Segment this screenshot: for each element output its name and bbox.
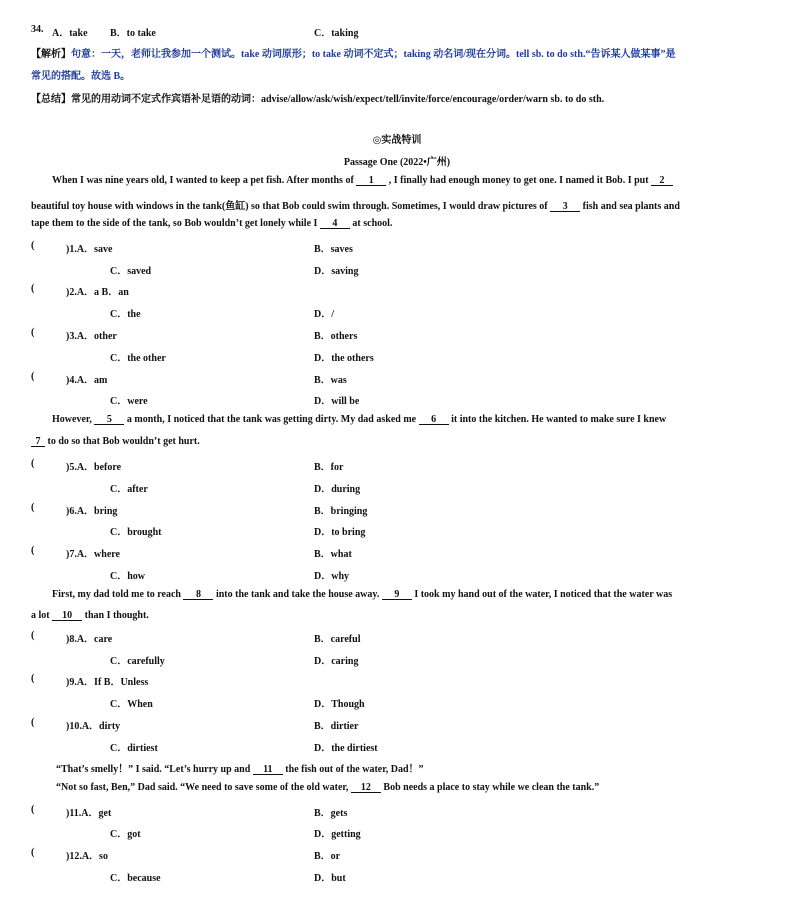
question-11-row-1 <box>0 804 794 818</box>
blank-7: 7 <box>31 437 45 447</box>
option-b: B．dirtier <box>314 721 359 732</box>
option-d: D．the others <box>314 353 374 364</box>
para3-text: into the tank and take the house away. <box>215 589 380 600</box>
analysis-line-2: 常见的搭配。故选 B。 <box>31 71 131 82</box>
answer-paren: ( <box>31 673 35 684</box>
option-c: C．When <box>110 699 153 710</box>
answer-paren: ( <box>31 545 35 556</box>
option-c: C．after <box>110 484 148 495</box>
summary-tag: 【总结】 <box>31 94 71 105</box>
para1-text: beautiful toy house with windows in the tank(鱼缸) so that Bob could swim through. Sometimes, I would draw pictures of <box>31 201 548 212</box>
answer-paren: ( <box>31 458 35 469</box>
answer-paren: ( <box>31 327 35 338</box>
para3-text: First, my dad told me to reach <box>52 589 181 600</box>
option-c: C．were <box>110 396 148 407</box>
option-a: )11.A．get <box>66 808 112 819</box>
para3-line-1 <box>52 589 672 600</box>
question-3-row-1 <box>0 327 794 341</box>
para1-text: When I was nine years old, I wanted to keep a pet fish. After months of <box>52 175 354 186</box>
option-b: B．to take <box>110 28 156 39</box>
option-d: D．Though <box>314 699 365 710</box>
para1-line-2 <box>31 197 680 212</box>
option-b: B．careful <box>314 634 361 645</box>
para1-text: , I finally had enough money to get one. I named it Bob. I put <box>388 175 649 186</box>
option-b: B．or <box>314 851 341 862</box>
blank-11: 11 <box>253 765 283 775</box>
para2-text: it into the kitchen. He wanted to make sure I knew <box>451 414 667 425</box>
answer-paren: ( <box>31 630 35 641</box>
option-a: )8.A．care <box>66 634 113 645</box>
blank-9: 9 <box>382 590 412 600</box>
analysis-line-1 <box>31 45 675 60</box>
option-d: D．to bring <box>314 527 366 538</box>
option-a: )10.A．dirty <box>66 721 121 732</box>
option-c: C．the <box>110 309 141 320</box>
option-c: C．how <box>110 571 146 582</box>
blank-5: 5 <box>94 415 124 425</box>
analysis-text-1: 句意：一天，老师让我参加一个测试。take 动词原形；to take 动词不定式；taking 动名词/现在分词。tell sb. to do sth.“告诉某人做某事”是 <box>71 49 676 60</box>
question-12-row-1 <box>0 847 794 861</box>
blank-3: 3 <box>550 202 580 212</box>
option-d: D．getting <box>314 829 361 840</box>
question-4-row-2 <box>0 392 794 406</box>
option-d: D．caring <box>314 656 359 667</box>
option-d: D．but <box>314 873 346 884</box>
question-6-row-1 <box>0 502 794 516</box>
para1-line-1 <box>52 175 673 186</box>
para4-text: “Not so fast, Ben,” Dad said. “We need to save some of the old water, <box>56 782 349 793</box>
option-b: B．for <box>314 462 344 473</box>
summary-line <box>31 90 604 105</box>
para3-text: a lot <box>31 610 50 621</box>
option-d: D．/ <box>314 309 334 320</box>
answer-paren: ( <box>31 283 35 294</box>
option-c: C．got <box>110 829 141 840</box>
option-b: B．what <box>314 549 352 560</box>
question-11-row-2 <box>0 825 794 839</box>
answer-paren: ( <box>31 847 35 858</box>
question-6-row-2 <box>0 523 794 537</box>
para2-line-2 <box>31 436 200 447</box>
question-2-row-1 <box>0 283 794 297</box>
question-1-row-2 <box>0 262 794 276</box>
para4-text: Bob needs a place to stay while we clean the tank.” <box>383 782 600 793</box>
section-title: ◎实战特训 <box>372 135 422 146</box>
option-d: D．the dirtiest <box>314 743 378 754</box>
question-9-row-2 <box>0 695 794 709</box>
para1-line-3 <box>31 218 392 229</box>
option-d: D．saving <box>314 266 359 277</box>
answer-paren: ( <box>31 717 35 728</box>
para2-text: a month, I noticed that the tank was getting dirty. My dad asked me <box>126 414 417 425</box>
option-c: C．dirtiest <box>110 743 158 754</box>
option-a: )5.A．before <box>66 462 122 473</box>
passage-title: Passage One (2022•广州) <box>343 157 451 168</box>
question-34-options <box>0 24 794 38</box>
question-7-row-2 <box>0 567 794 581</box>
option-c: C．because <box>110 873 161 884</box>
question-10-row-1 <box>0 717 794 731</box>
option-b: B．others <box>314 331 358 342</box>
option-c: C．taking <box>314 28 359 39</box>
question-9-row-1 <box>0 673 794 687</box>
blank-12: 12 <box>351 783 381 793</box>
option-d: D．why <box>314 571 350 582</box>
para2-text: to do so that Bob wouldn’t get hurt. <box>47 436 200 447</box>
question-12-row-2 <box>0 869 794 883</box>
option-d: D．will be <box>314 396 360 407</box>
blank-10: 10 <box>52 611 82 621</box>
option-b: B．bringing <box>314 506 368 517</box>
question-10-row-2 <box>0 739 794 753</box>
para3-line-2 <box>31 610 149 621</box>
option-b: B．was <box>314 375 347 386</box>
option-a: A．take <box>52 28 88 39</box>
para4-text: “That’s smelly！” I said. “Let’s hurry up and <box>56 764 251 775</box>
para3-text: than I thought. <box>84 610 149 621</box>
option-b: B．gets <box>314 808 348 819</box>
analysis-tag: 【解析】 <box>31 49 71 60</box>
question-number: 34. <box>31 24 44 35</box>
question-8-row-2 <box>0 652 794 666</box>
question-5-row-1 <box>0 458 794 472</box>
para1-text: tape them to the side of the tank, so Bob wouldn’t get lonely while I <box>31 218 318 229</box>
para1-text: at school. <box>352 218 393 229</box>
option-a: )3.A．other <box>66 331 117 342</box>
option-a: )6.A．bring <box>66 506 118 517</box>
option-b: B．saves <box>314 244 353 255</box>
para4-line-1 <box>56 760 424 775</box>
answer-paren: ( <box>31 240 35 251</box>
option-a: )12.A．so <box>66 851 108 862</box>
question-1-row-1 <box>0 240 794 254</box>
blank-6: 6 <box>419 415 449 425</box>
question-4-row-1 <box>0 371 794 385</box>
option-c: C．saved <box>110 266 152 277</box>
option-a: )7.A．where <box>66 549 120 560</box>
option-a-b: )9.A．If B．Unless <box>66 677 149 688</box>
para4-line-2 <box>56 782 599 793</box>
option-a: )4.A．am <box>66 375 108 386</box>
option-d: D．during <box>314 484 361 495</box>
question-2-row-2 <box>0 305 794 319</box>
blank-8: 8 <box>183 590 213 600</box>
option-a: )1.A．save <box>66 244 113 255</box>
summary-text: 常见的用动词不定式作宾语补足语的动词：advise/allow/ask/wish/expect/tell/invite/force/encourage/order/warn sb. to do sth. <box>71 94 605 105</box>
para4-text: the fish out of the water, Dad！” <box>285 764 424 775</box>
answer-paren: ( <box>31 804 35 815</box>
para3-text: I took my hand out of the water, I noticed that the water was <box>414 589 673 600</box>
para1-text: fish and sea plants and <box>582 201 680 212</box>
option-a-b: )2.A．a B．an <box>66 287 129 298</box>
question-3-row-2 <box>0 349 794 363</box>
question-8-row-1 <box>0 630 794 644</box>
answer-paren: ( <box>31 371 35 382</box>
question-7-row-1 <box>0 545 794 559</box>
option-c: C．carefully <box>110 656 165 667</box>
blank-2: 2 <box>651 176 673 186</box>
blank-4: 4 <box>320 219 350 229</box>
answer-paren: ( <box>31 502 35 513</box>
para2-line-1 <box>52 414 666 425</box>
option-c: C．the other <box>110 353 166 364</box>
blank-1: 1 <box>356 176 386 186</box>
question-5-row-2 <box>0 480 794 494</box>
option-c: C．brought <box>110 527 162 538</box>
para2-text: However, <box>52 414 92 425</box>
